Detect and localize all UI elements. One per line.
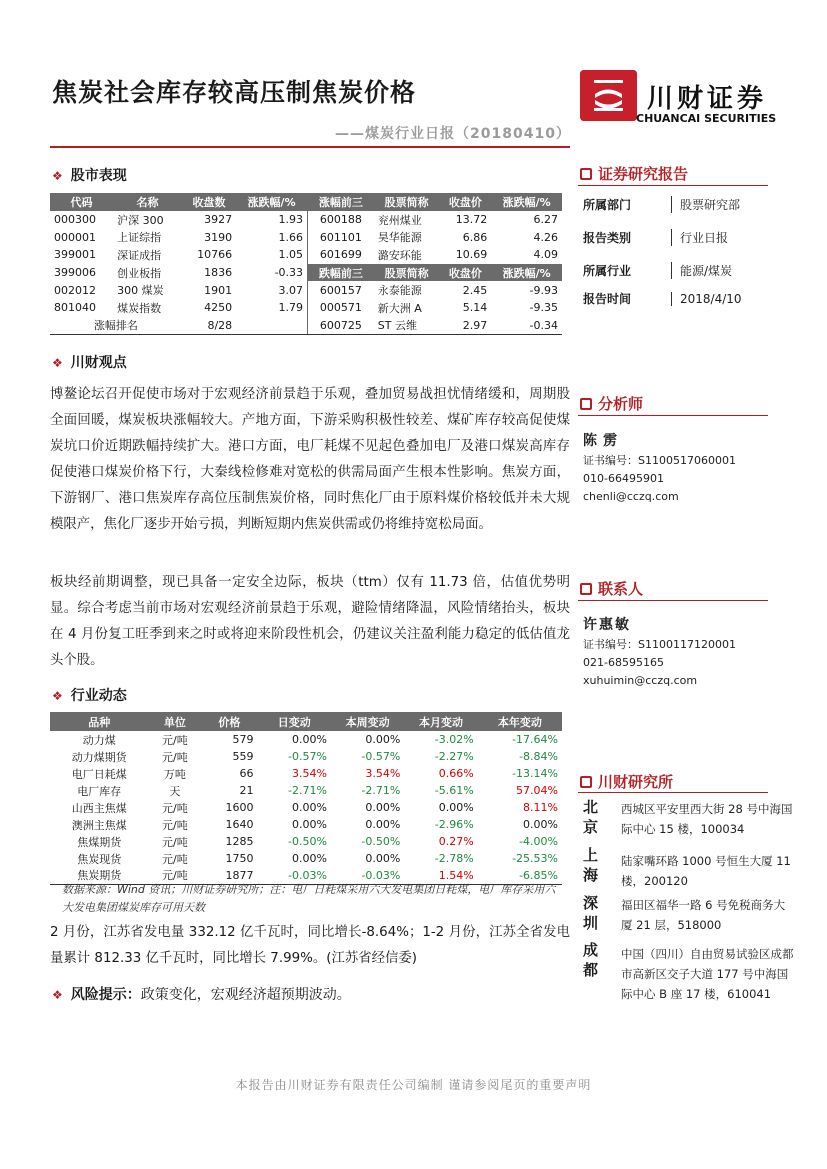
info-industry: 所属行业 能源/煤炭 xyxy=(583,264,733,278)
table-cell: -9.35 xyxy=(529,301,558,315)
table-row xyxy=(50,799,562,816)
table-cell xyxy=(236,317,307,335)
col-code: 代码 xyxy=(50,193,113,211)
table-cell: -6.85% xyxy=(478,867,562,884)
table-row xyxy=(50,246,562,264)
institute-heading: 川财研究所 xyxy=(580,771,673,792)
table-cell: 焦炭期货 xyxy=(50,867,149,884)
table-header-cell: 价格 xyxy=(201,712,257,731)
table-row xyxy=(50,228,562,246)
table-cell: 21 xyxy=(239,784,254,797)
table-cell: 1.54% xyxy=(404,867,477,884)
table-cell: 000300 xyxy=(54,213,96,227)
table-cell: 2.97 xyxy=(439,317,491,335)
table-cell: 4.09 xyxy=(533,248,558,262)
table-cell: -17.64% xyxy=(512,733,558,746)
table-cell: 元/吨 xyxy=(162,801,188,815)
table-cell: 801040 xyxy=(54,301,96,315)
report-title: 焦炭社会库存较高压制焦炭价格 xyxy=(52,78,417,107)
table-cell: 399001 xyxy=(54,248,96,262)
table-header-cell: 品种 xyxy=(50,712,149,731)
table-cell: -2.96% xyxy=(434,818,474,831)
table-row xyxy=(50,782,562,799)
industry-heading: ❖ 行业动态 xyxy=(52,688,127,704)
table-row xyxy=(50,816,562,833)
analyst-card: 陈雳 证书编号：S1100517060001 010-66495901 chenli@cczq.com xyxy=(583,432,736,506)
table-cell: -0.03% xyxy=(258,867,331,884)
table-cell: 600188 xyxy=(308,211,374,229)
table-cell: 10766 xyxy=(197,248,233,262)
view-heading: ❖ 川财观点 xyxy=(52,355,127,371)
view-paragraph-1: 博鳌论坛召开促使市场对于宏观经济前景趋于乐观，叠加贸易战担忧情绪缓和，周期股全面回暖，煤炭板块涨幅较大。产地方面，下游采购积极性较差、煤矿库存较高促使煤炭坑口价近期跌幅持续扩大。港口方面，电厂耗煤不见起色叠加电厂及港口煤炭高库存促使港口煤炭价格下行，大秦线检修难对宽松的供需局面产生根本性影响。焦炭方面，下游钢厂、港口焦炭库存高位压制焦炭价格，同时焦化厂由于原料煤价格较低并未大规模限产，焦化厂逐步开始亏损，判断短期内焦炭供需或仍将维持宽松局面。 xyxy=(50,387,570,532)
table-cell: 0.27% xyxy=(438,835,474,848)
market-table xyxy=(50,193,562,335)
table-cell: 收盘价 xyxy=(439,264,491,282)
table-cell: 1.79 xyxy=(278,301,304,315)
table-row xyxy=(50,850,562,867)
table-cell: 元/吨 xyxy=(162,835,188,849)
company-logo xyxy=(580,70,637,121)
bookmark-icon xyxy=(580,168,592,180)
page-footer: 本报告由川财证券有限责任公司编制 谨请参阅尾页的重要声明 xyxy=(235,1078,592,1092)
table-cell: -25.53% xyxy=(512,852,558,865)
table-row xyxy=(50,211,562,229)
table-cell: 涨幅排名 xyxy=(50,317,182,335)
table-cell: 电厂日耗煤 xyxy=(71,767,127,781)
table-cell: 1836 xyxy=(204,266,233,280)
table-header-cell: 本月变动 xyxy=(404,712,477,731)
market-heading: ❖ 股市表现 xyxy=(52,168,127,184)
col-top3: 涨幅前三 xyxy=(308,193,374,211)
table-cell: 600725 xyxy=(308,317,374,335)
bookmark-icon xyxy=(580,776,592,788)
table-cell: 4250 xyxy=(204,301,233,315)
table-cell: 0.00% xyxy=(291,733,327,746)
table-cell: 永泰能源 xyxy=(377,284,422,298)
info-department: 所属部门 股票研究部 xyxy=(583,198,741,212)
diamond-icon: ❖ xyxy=(52,169,63,183)
table-cell: 元/吨 xyxy=(162,750,188,764)
sidebar-divider xyxy=(578,185,768,186)
analyst-email[interactable]: chenli@cczq.com xyxy=(583,490,679,503)
risk-notice: ❖ 风险提示：政策变化，宏观经济超预期波动。 xyxy=(52,987,351,1003)
sidebar-divider xyxy=(578,792,768,793)
bookmark-icon xyxy=(580,583,592,595)
table-cell: 399006 xyxy=(54,266,96,280)
table-cell: ST 云维 xyxy=(374,317,440,335)
sidebar-divider xyxy=(578,600,768,601)
table-cell: 601101 xyxy=(308,228,374,246)
table-cell: 3.54% xyxy=(365,767,401,780)
table-cell: -2.78% xyxy=(434,852,474,865)
table-cell: 焦煤期货 xyxy=(77,835,122,849)
table-cell: 1285 xyxy=(225,835,254,848)
col-close: 收盘数 xyxy=(182,193,236,211)
col-name: 名称 xyxy=(113,193,182,211)
table-cell: 8.11% xyxy=(523,801,558,814)
sidebar-divider xyxy=(578,415,768,416)
table-cell: 1.66 xyxy=(278,230,304,244)
diamond-icon: ❖ xyxy=(52,988,63,1002)
table-header-cell: 日变动 xyxy=(258,712,331,731)
diamond-icon: ❖ xyxy=(52,356,63,370)
industry-table xyxy=(50,712,562,885)
table-cell: 66 xyxy=(239,767,254,780)
table-cell: 新大洲 A xyxy=(377,301,422,315)
table-cell: 涨跌幅/% xyxy=(491,264,562,282)
table-cell: 沪深 300 xyxy=(117,213,164,227)
table-cell: 1877 xyxy=(201,867,257,884)
table-cell: 600157 xyxy=(308,281,374,299)
table-cell: 深证成指 xyxy=(117,248,162,262)
table-cell: 万吨 xyxy=(163,767,186,781)
table-cell: 3190 xyxy=(204,230,233,244)
table-cell: 579 xyxy=(232,733,254,746)
table-cell: 潞安环能 xyxy=(377,248,422,262)
table-row xyxy=(50,765,562,782)
table-row xyxy=(50,281,562,299)
table-cell: 57.04% xyxy=(516,784,558,797)
info-category: 报告类别 行业日报 xyxy=(583,231,729,245)
table-cell: -2.27% xyxy=(434,750,474,763)
table-cell: 0.00% xyxy=(365,852,401,865)
table-cell: 元/吨 xyxy=(162,818,188,832)
table-cell: 6.27 xyxy=(533,213,558,227)
table-cell: 澳洲主焦煤 xyxy=(71,818,127,832)
table-cell: 跌幅前三 xyxy=(308,264,374,282)
table-cell: 元/吨 xyxy=(149,867,202,884)
analyst-heading: 分析师 xyxy=(580,393,643,414)
table-cell: -2.71% xyxy=(361,784,401,797)
table-cell: 天 xyxy=(169,784,181,798)
table-cell: -9.93 xyxy=(529,283,558,297)
col-change: 涨跌幅/% xyxy=(236,193,307,211)
view-paragraph-2: 板块经前期调整，现已具备一定安全边际，板块（ttm）仅有 11.73 倍，估值优势明显。综合考虑当前市场对宏观经济前景趋于乐观，避险情绪降温，风险情绪抬头，板块在 4 月份复工旺季到来之时或将迎来阶段性机会，仍建议关注盈利能力稳定的低估值龙头个股。 xyxy=(50,575,570,668)
table-cell: 1.93 xyxy=(278,213,304,227)
table-cell: -0.50% xyxy=(287,835,327,848)
table-cell: 山西主焦煤 xyxy=(71,801,127,815)
table-cell: 5.14 xyxy=(462,301,488,315)
table-cell: 1600 xyxy=(225,801,254,814)
table-cell: 焦炭现货 xyxy=(77,852,122,866)
table-row xyxy=(50,833,562,850)
table-cell: -0.57% xyxy=(361,750,401,763)
table-row xyxy=(50,731,562,748)
table-cell: 000571 xyxy=(308,299,374,317)
logo-name: 川财证券 xyxy=(647,84,768,114)
industry-paragraph: 2 月份，江苏省发电量 332.12 亿千瓦时，同比增长-8.64%；1-2 月份，江苏全省发电量累计 812.33 亿千瓦时，同比增长 7.99%。(江苏省经信委) xyxy=(50,925,570,966)
table-cell: 0.00% xyxy=(365,733,401,746)
table-cell: 0.00% xyxy=(291,852,327,865)
table-cell: 13.72 xyxy=(455,213,488,227)
table-cell: -0.03% xyxy=(331,867,404,884)
table-cell: 0.00% xyxy=(438,801,474,814)
table-cell: -0.33 xyxy=(274,266,304,280)
data-source-note: 数据来源：Wind 资讯；川财证券研究所；注：电厂日耗煤采用六大发电集团日耗煤，电厂库存采用六大发电集团煤炭库存可用天数 xyxy=(62,883,556,914)
diamond-icon: ❖ xyxy=(52,689,63,703)
table-cell: 4.26 xyxy=(533,230,558,244)
col-pct: 涨跌幅/% xyxy=(491,193,562,211)
table-cell: 002012 xyxy=(54,283,96,297)
contact-card: 许惠敏 证书编号：S1100117120001 021-68595165 xuhuimin@cczq.com xyxy=(583,616,736,690)
table-cell: -2.71% xyxy=(287,784,327,797)
table-cell: 559 xyxy=(232,750,254,763)
table-cell: 3.54% xyxy=(291,767,327,780)
table-cell: 兖州煤业 xyxy=(377,213,422,227)
contact-email[interactable]: xuhuimin@cczq.com xyxy=(583,674,698,687)
table-cell: 300 煤炭 xyxy=(117,284,164,298)
table-cell: 动力煤期货 xyxy=(71,750,127,764)
table-cell: 0.00% xyxy=(291,818,327,831)
table-header-cell: 本周变动 xyxy=(331,712,404,731)
report-subtitle: ——煤炭行业日报（20180410） xyxy=(335,126,571,142)
bookmark-icon xyxy=(580,398,592,410)
col-price: 收盘价 xyxy=(439,193,491,211)
table-cell: 1901 xyxy=(204,283,233,297)
table-cell: 0.00% xyxy=(365,801,401,814)
table-cell: -13.14% xyxy=(512,767,558,780)
table-cell: 电厂库存 xyxy=(77,784,122,798)
table-row xyxy=(50,264,562,282)
table-cell: -0.34 xyxy=(491,317,562,335)
logo-english-name: CHUANCAI SECURITIES xyxy=(636,112,777,125)
table-cell: 601699 xyxy=(308,246,374,264)
contact-heading: 联系人 xyxy=(580,578,643,599)
table-cell: 元/吨 xyxy=(162,852,188,866)
table-cell: 1750 xyxy=(225,852,254,865)
table-cell: -0.57% xyxy=(287,750,327,763)
table-cell: -5.61% xyxy=(434,784,474,797)
logo-emblem-icon xyxy=(580,70,637,121)
table-cell: 3.07 xyxy=(278,283,304,297)
table-cell: 10.69 xyxy=(455,248,488,262)
table-cell: 0.66% xyxy=(438,767,474,780)
table-cell: 2.45 xyxy=(462,283,488,297)
table-row xyxy=(50,748,562,765)
table-cell: 6.86 xyxy=(462,230,488,244)
table-cell: 元/吨 xyxy=(162,733,188,747)
table-row xyxy=(50,317,562,335)
table-cell: 0.00% xyxy=(365,818,401,831)
table-cell: -3.02% xyxy=(434,733,474,746)
table-row xyxy=(50,299,562,317)
table-cell: -8.84% xyxy=(519,750,558,763)
table-cell: -4.00% xyxy=(519,835,558,848)
table-cell: 0.00% xyxy=(523,818,558,831)
table-cell: 1.05 xyxy=(278,248,304,262)
table-cell: 煤炭指数 xyxy=(117,301,162,315)
table-cell: 动力煤 xyxy=(82,733,116,747)
table-cell: -0.50% xyxy=(361,835,401,848)
table-cell: 8/28 xyxy=(182,317,236,335)
table-header-cell: 单位 xyxy=(149,712,202,731)
info-date: 报告时间 2018/4/10 xyxy=(583,292,742,306)
col-stock-name: 股票简称 xyxy=(374,193,440,211)
table-cell: 0.00% xyxy=(291,801,327,814)
report-heading: 证券研究报告 xyxy=(580,163,688,184)
title-divider xyxy=(50,146,570,148)
table-cell: 股票简称 xyxy=(374,264,440,282)
table-cell: 昊华能源 xyxy=(377,231,422,245)
table-cell: 3927 xyxy=(204,213,233,227)
table-cell: 创业板指 xyxy=(117,266,162,280)
table-cell: 000001 xyxy=(54,230,96,244)
table-header-cell: 本年变动 xyxy=(478,712,562,731)
table-cell: 上证综指 xyxy=(117,231,162,245)
table-cell: 1640 xyxy=(225,818,254,831)
